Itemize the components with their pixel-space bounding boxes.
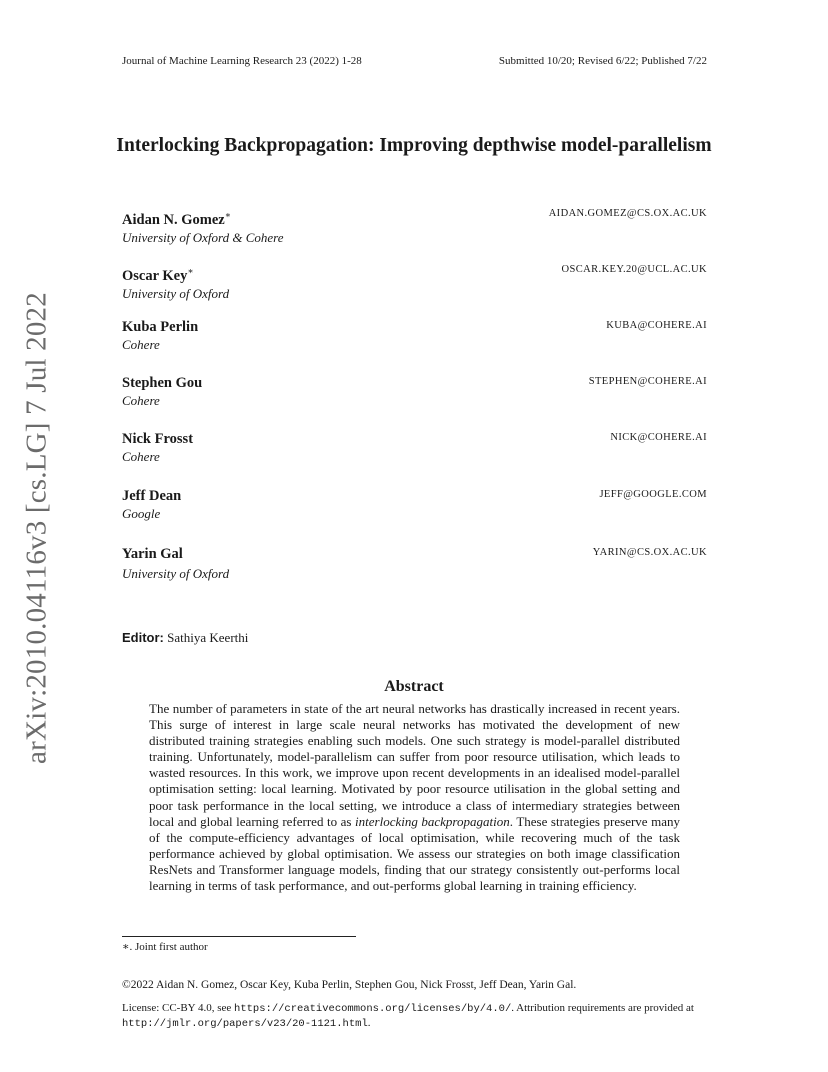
editor-label: Editor: <box>122 630 164 645</box>
footnote-rule <box>122 936 356 937</box>
author-affiliation: University of Oxford <box>122 285 230 301</box>
author-block <box>122 431 707 465</box>
submission-dates: Submitted 10/20; Revised 6/22; Published 7/22 <box>498 55 707 67</box>
author-affiliation: Cohere <box>122 449 160 464</box>
author-block <box>122 375 707 409</box>
author-name: Kuba Perlin <box>122 319 199 335</box>
author-name: Oscar Key∗ <box>122 266 194 284</box>
author-name: Stephen Gou <box>122 375 203 391</box>
author-email[interactable]: OSCAR.KEY.20@UCL.AC.UK <box>561 264 707 275</box>
author-block <box>122 207 707 246</box>
author-block <box>122 546 707 582</box>
paper-title: Interlocking Backpropagation: Improving depthwise model-parallelism <box>116 135 712 156</box>
author-email[interactable]: YARIN@CS.OX.AC.UK <box>592 547 707 558</box>
author-name: Jeff Dean <box>122 488 182 504</box>
abstract-text: The number of parameters in state of the art neural networks has drastically increased in recent years. This surge of interest in large scale neural networks has motivated the development of new distributed training strategies enabling such models. One such strategy is model-parallel distributed training. Unfortunately, model-parallelism can suffer from poor resource utilisation, which leads to wasted resources. In this work, we improve upon recent developments in an idealised model-parallel optimisation setting: local learning. Motivated by poor resource utilisation in the global setting and poor task performance in the local setting, we introduce a class of intermediary strategies between local and global learning referred to as interlocking backpropagation. These strategies preserve many of the compute-efficiency advantages of local optimisation, while recovering much of the task performance achieved by global optimisation. We assess our strategies on both image classification ResNets and Transformer language models, finding that our strategy consistently out-performs local learning in terms of task performance, and out-performs global learning in training efficiency. <box>149 701 680 894</box>
author-affiliation: Cohere <box>122 393 160 408</box>
author-affiliation: Cohere <box>122 337 160 352</box>
author-name: Yarin Gal <box>122 546 183 562</box>
author-email[interactable]: AIDAN.GOMEZ@CS.OX.AC.UK <box>548 208 707 219</box>
footnote: ∗. Joint first author <box>122 941 208 953</box>
author-affiliation: University of Oxford <box>122 566 230 581</box>
abstract-emphasis: interlocking backpropagation <box>355 813 510 829</box>
author-name: Aidan N. Gomez∗ <box>122 210 231 228</box>
author-affiliation: University of Oxford & Cohere <box>122 229 284 245</box>
paper-url-link[interactable]: http://jmlr.org/papers/v23/20-1121.html <box>122 1018 368 1030</box>
copyright-notice: ©2022 Aidan N. Gomez, Oscar Key, Kuba Perlin, Stephen Gou, Nick Frosst, Jeff Dean, Yarin Gal. <box>122 979 577 991</box>
license-notice: License: CC-BY 4.0, see https://creativecommons.org/licenses/by/4.0/. Attribution requirements are provided at http://jmlr.org/papers/v23/20-1121.html. <box>122 1002 694 1030</box>
arxiv-stamp: arXiv:2010.04116v3 [cs.LG] 7 Jul 2022 <box>20 292 53 764</box>
author-email[interactable]: JEFF@GOOGLE.COM <box>599 489 707 500</box>
abstract-heading: Abstract <box>384 678 444 695</box>
author-footnote-mark: ∗ <box>224 210 231 220</box>
author-email[interactable]: KUBA@COHERE.AI <box>606 320 707 331</box>
editor-line <box>122 630 248 646</box>
author-block <box>122 263 707 302</box>
editor-name: Sathiya Keerthi <box>167 630 249 645</box>
license-url-link[interactable]: https://creativecommons.org/licenses/by/4.0/ <box>234 1003 512 1015</box>
author-block <box>122 319 707 353</box>
author-name: Nick Frosst <box>122 431 194 447</box>
author-footnote-mark: ∗ <box>187 266 194 276</box>
author-email[interactable]: NICK@COHERE.AI <box>610 432 707 443</box>
author-email[interactable]: STEPHEN@COHERE.AI <box>588 376 707 387</box>
author-block <box>122 488 707 522</box>
author-affiliation: Google <box>122 506 161 521</box>
journal-header: Journal of Machine Learning Research 23 (2022) 1-28 <box>122 55 362 67</box>
